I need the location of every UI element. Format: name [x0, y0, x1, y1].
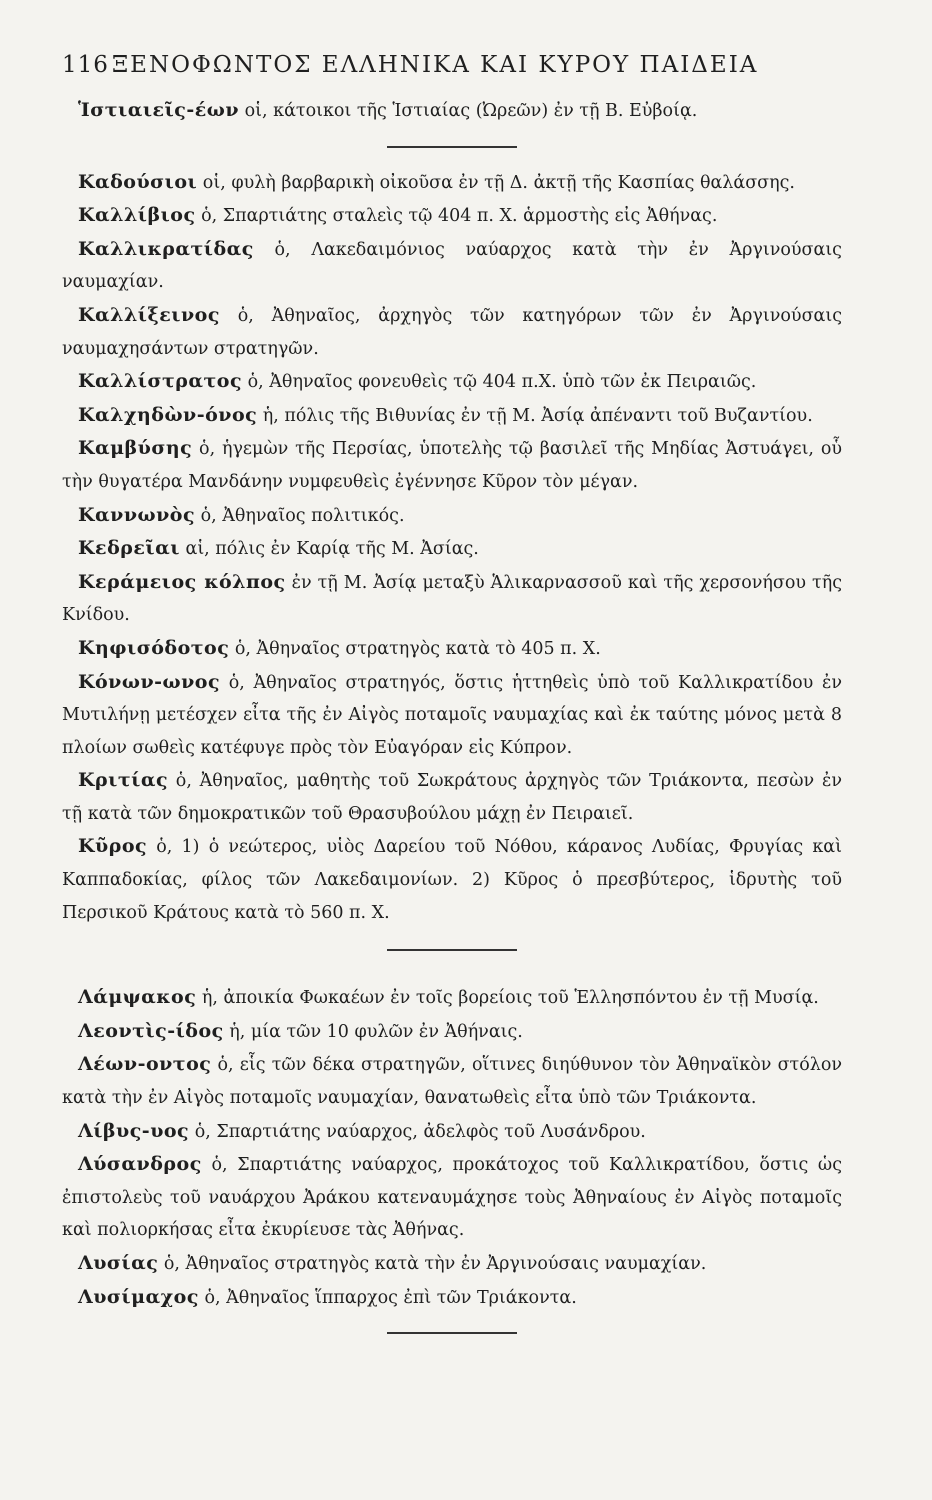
- entry-text: ὁ, Ἀθηναῖος φονευθεὶς τῷ 404 π.Χ. ὑπὸ τῶν ἐκ Πειραιῶς.: [242, 372, 757, 393]
- entry: [62, 666, 842, 765]
- entry: [62, 94, 842, 128]
- entry-text: ὁ, Ἀθηναῖος πολιτικός.: [195, 505, 405, 526]
- entry-headword: Λυσίμαχος: [78, 1285, 199, 1308]
- entry-headword: Καλλίξεινος: [78, 303, 220, 326]
- entry: [62, 632, 842, 666]
- entry-headword: Λυσίας: [78, 1252, 159, 1274]
- entry-text: ὁ, Ἀθηναῖος, ἀρχηγὸς τῶν κατηγόρων τῶν ἐν Ἀργινούσαις ναυμαχησάντων στρατηγῶν.: [62, 305, 842, 359]
- entry-text: αἱ, πόλις ἐν Καρίᾳ τῆς Μ. Ἀσίας.: [179, 539, 479, 560]
- entry-text: ὁ, Ἀθηναῖος στρατηγὸς κατὰ τὸ 405 π. Χ.: [229, 638, 601, 659]
- entry: [62, 1148, 842, 1247]
- entry-text: ἡ, ἀποικία Φωκαέων ἐν τοῖς βορείοις τοῦ Ἑλλησπόντου ἐν τῇ Μυσίᾳ.: [196, 988, 819, 1009]
- entry-headword: Καννωνὸς: [78, 503, 196, 526]
- entry-text: ὁ, 1) ὁ νεώτερος, υἱὸς Δαρείου τοῦ Νόθου, κάρανος Λυδίας, Φρυγίας καὶ Καππαδοκίας, φίλος τῶν Λακεδαιμονίων. 2) Κῦρος ὁ πρεσβύτερος, ἱδρυτὴς τοῦ Περσικοῦ Κράτους κατὰ τὸ 560 π. Χ.: [62, 837, 842, 923]
- entry: [62, 1015, 842, 1049]
- page-header: [62, 44, 842, 94]
- entry-headword: Καλλικρατίδας: [78, 237, 254, 260]
- entry: [62, 432, 842, 498]
- entry-headword: Κόνων-ωνος: [78, 670, 221, 693]
- entry: [62, 233, 842, 299]
- entry-headword: Ἱστιαιεῖς-έων: [78, 99, 240, 121]
- entry: [62, 365, 842, 399]
- entry-text: ὁ, Σπαρτιάτης ναύαρχος, προκάτοχος τοῦ Καλλικρατίδου, ὅστις ὡς ἐπιστολεὺς τοῦ ναυάρχου Ἀράκου κατεναυμάχησε τοὺς Ἀθηναίους ἐν Αἰγὸς ποταμοῖς καὶ πολιορκήσας εἶτα ἐκυρίευσε τὰς Ἀθήνας.: [62, 1155, 842, 1241]
- entry-text: οἱ, φυλὴ βαρβαρικὴ οἰκοῦσα ἐν τῇ Δ. ἀκτῇ τῆς Κασπίας θαλάσσης.: [197, 172, 795, 193]
- entry: [62, 199, 842, 233]
- entry-text: ἐν τῇ Μ. Ἀσίᾳ μεταξὺ Ἁλικαρνασσοῦ καὶ τῆς χερσονήσου τῆς Κνίδου.: [62, 572, 842, 626]
- entry-headword: Κριτίας: [78, 769, 169, 792]
- entry-headword: Κηφισόδοτος: [78, 636, 230, 659]
- entry: [62, 166, 842, 200]
- entry-text: ὁ, Λακεδαιμόνιος ναύαρχος κατὰ τὴν ἐν Ἀργινούσαις ναυμαχίαν.: [62, 239, 842, 293]
- section-divider: [387, 146, 517, 148]
- entry-text: ὁ, Σπαρτιάτης σταλεὶς τῷ 404 π. Χ. ἁρμοστὴς εἰς Ἀθήνας.: [195, 206, 718, 227]
- entry-headword: Λεοντὶς-ίδος: [78, 1019, 224, 1042]
- entry-headword: Καλλίβιος: [78, 204, 196, 227]
- entry-headword: Καλλίστρατος: [78, 370, 243, 393]
- entry: [62, 399, 842, 433]
- entry: [62, 299, 842, 365]
- entry: [62, 499, 842, 533]
- section-divider: [387, 1332, 517, 1334]
- entry: [62, 764, 842, 830]
- page-number: 116: [62, 52, 109, 78]
- entry-text: οἱ, κάτοικοι τῆς Ἱστιαίας (Ὠρεῶν) ἐν τῇ Β. Εὐβοίᾳ.: [239, 101, 698, 121]
- entry-text: ἡ, μία τῶν 10 φυλῶν ἐν Ἀθήναις.: [223, 1021, 523, 1042]
- entry-headword: Λίβυς-υος: [78, 1119, 190, 1142]
- entry-headword: Κῦρος: [78, 835, 148, 858]
- entry-headword: Λέων-οντος: [78, 1053, 212, 1076]
- entry-text: ὁ, εἷς τῶν δέκα στρατηγῶν, οἵτινες διηύθυνον τὸν Ἀθηναϊκὸν στόλον κατὰ τὴν ἐν Αἰγὸς ποταμοῖς ναυμαχίαν, θανατωθεὶς εἶτα ὑπὸ τῶν Τριάκοντα.: [62, 1055, 842, 1109]
- entry-headword: Καλχηδὼν-όνος: [78, 403, 258, 426]
- entry-text: ὁ, Ἀθηναῖος στρατηγὸς κατὰ τὴν ἐν Ἀργινούσαις ναυμαχίαν.: [158, 1254, 707, 1274]
- entry: [62, 1115, 842, 1149]
- entry-text: ὁ, Ἀθηναῖος, μαθητὴς τοῦ Σωκράτους ἀρχηγὸς τῶν Τριάκοντα, πεσὼν ἐν τῇ κατὰ τῶν δημοκρατικῶν τοῦ Θρασυβούλου μάχῃ ἐν Πειραιεῖ.: [62, 771, 842, 824]
- entry: [62, 532, 842, 566]
- entry-headword: Κεράμειος κόλπος: [78, 570, 286, 593]
- entry: [62, 1281, 842, 1315]
- entry: [62, 981, 842, 1015]
- entry-headword: Λύσανδρος: [78, 1153, 202, 1176]
- entry: [62, 830, 842, 929]
- entry-text: ὁ, ἡγεμὼν τῆς Περσίας, ὑποτελὴς τῷ βασιλεῖ τῆς Μηδίας Ἀστυάγει, οὗ τὴν θυγατέρα Μανδάνην νυμφευθεὶς ἐγέννησε Κῦρον τὸν μέγαν.: [62, 439, 842, 492]
- entry-headword: Καμβύσης: [78, 437, 193, 460]
- entry-text: ἡ, πόλις τῆς Βιθυνίας ἐν τῇ Μ. Ἀσίᾳ ἀπέναντι τοῦ Βυζαντίου.: [257, 405, 813, 426]
- running-title: ΞΕΝΟΦΩΝΤΟΣ ΕΛΛΗΝΙΚΑ ΚΑΙ ΚΥΡΟΥ ΠΑΙΔΕΙΑ: [112, 52, 759, 78]
- section-divider: [387, 949, 517, 951]
- entry-text: ὁ, Ἀθηναῖος ἵππαρχος ἐπὶ τῶν Τριάκοντα.: [198, 1287, 577, 1308]
- entry-headword: Κεδρεῖαι: [78, 537, 180, 560]
- entry: [62, 1048, 842, 1114]
- entry: [62, 1247, 842, 1281]
- entry-text: ὁ, Σπαρτιάτης ναύαρχος, ἀδελφὸς τοῦ Λυσάνδρου.: [189, 1121, 646, 1142]
- entry-text: ὁ, Ἀθηναῖος στρατηγός, ὅστις ἡττηθεὶς ὑπὸ τοῦ Καλλικρατίδου ἐν Μυτιλήνῃ μετέσχεν εἶτα τῆς ἐν Αἰγὸς ποταμοῖς ναυμαχίας καὶ ἐκ ταύτης μόνος μετὰ 8 πλοίων σωθεὶς κατέφυγε πρὸς τὸν Εὐαγόραν εἰς Κύπρον.: [62, 672, 842, 758]
- entry-headword: Καδούσιοι: [78, 170, 198, 193]
- entry-headword: Λάμψακος: [78, 986, 197, 1009]
- glossary-entries: [62, 94, 842, 1334]
- entry: [62, 566, 842, 632]
